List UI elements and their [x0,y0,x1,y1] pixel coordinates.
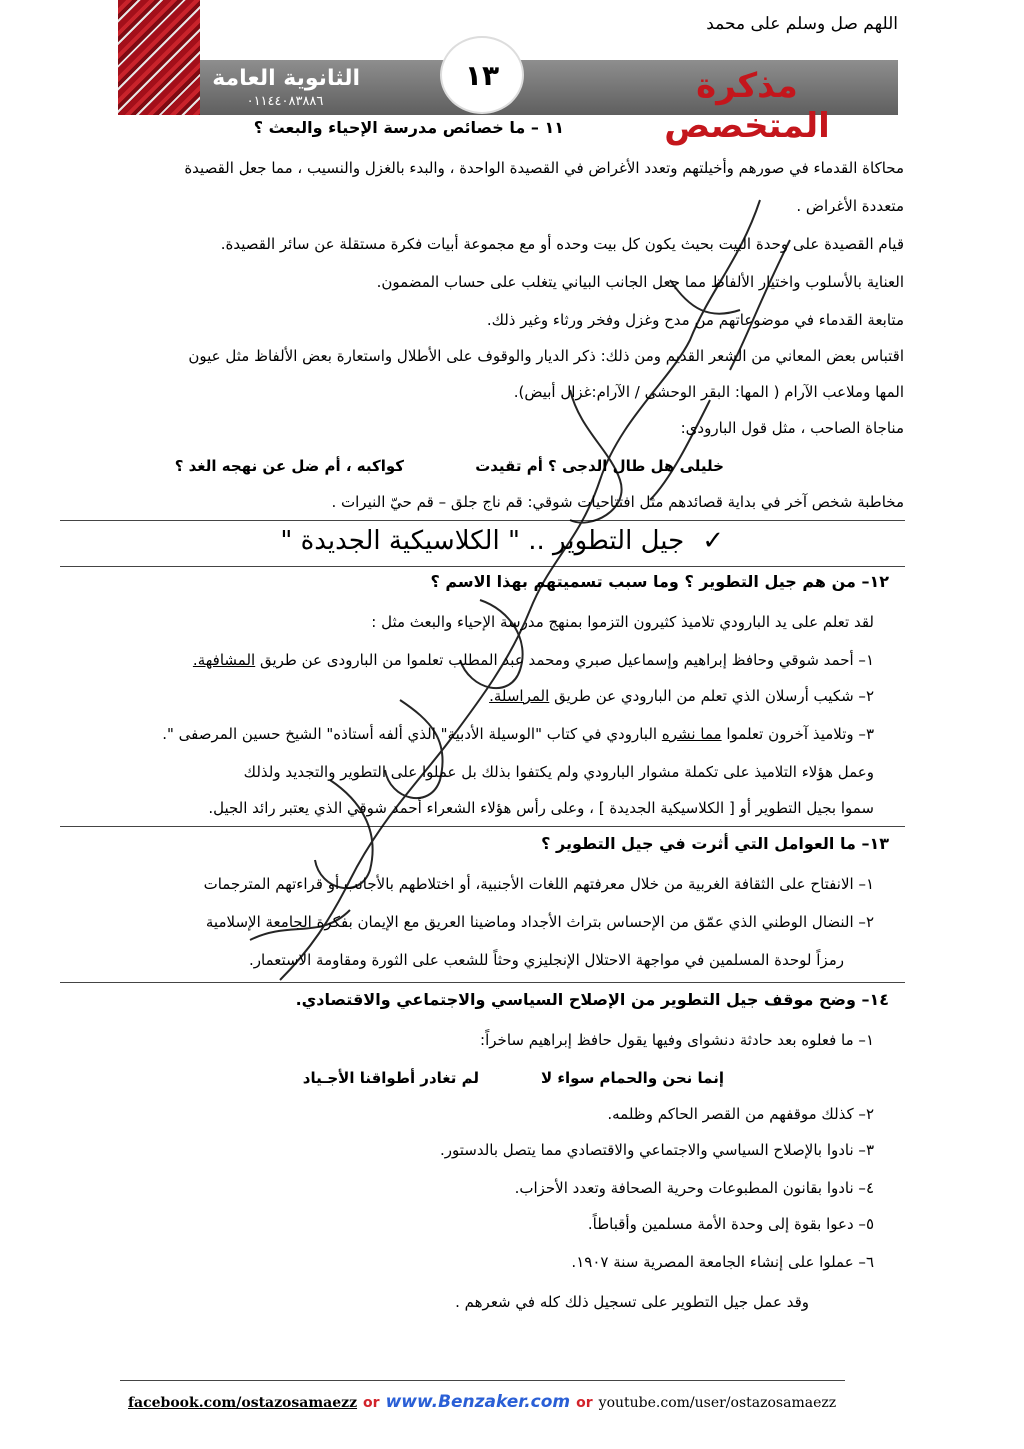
q12-item-1-text: ١– أحمد شوقي وحافظ إبراهيم وإسماعيل صبري ومحمد عبد المطلب تعلموا من البارودى عن طريق [259,651,874,669]
q14-item-5: ٥– دعوا بقوة إلى وحدة الأمة مسلمين وأقباطاً. [587,1215,874,1233]
youtube-link[interactable]: youtube.com/user/ostazosamaezz [598,1395,837,1411]
q13-title: ١٣– ما العوامل التي أثرت في جيل التطوير ؟ [541,834,889,853]
footer-links [128,1392,838,1412]
footer-divider [120,1380,845,1381]
q12-item-3-text-a: ٣– وتلاميذ آخرون تعلموا [726,725,874,743]
q11-line-7: المها وملاعب الآرام ( المها: البقر الوحشى / الآرام:غزال أبيض). [513,383,904,401]
facebook-link[interactable]: facebook.com/ostazosamaezz [128,1395,358,1411]
website-link[interactable]: www.Benzaker.com [385,1392,571,1412]
q11-title: ١١ – ما خصائص مدرسة الإحياء والبعث ؟ [253,118,564,137]
q14-title: ١٤– وضح موقف جيل التطوير من الإصلاح السياسي والاجتماعي والاقتصادي. [295,990,889,1009]
brand-secondary: الثانوية العامة [212,66,360,91]
q14-item-3: ٣– نادوا بالإصلاح السياسي والاجتماعي والاقتصادي مما يتصل بالدستور. [439,1141,874,1159]
q11-verse-second-half: كواكبه ، أم ضل عن نهجه الغد ؟ [174,457,404,475]
q14-item-6: ٦– عملوا على إنشاء الجامعة المصرية سنة ١٩٠٧. [571,1253,874,1271]
q13-item-2: ٢– النضال الوطني الذي عمّق من الإحساس بتراث الأجداد وماضينا العريق مع الإيمان بفكرة الجامعة الإسلامية [205,913,874,931]
page-number: ١٣ [440,36,524,114]
q12-item-1 [193,650,874,670]
divider [60,566,905,567]
phone-number: ٠١١٤٤٠٨٣٨٨٦ [246,94,324,109]
q14-verse-second-half: لم تغادر أطواقنا الأجـياد [302,1069,479,1087]
q11-line-8: مناجاة الصاحب ، مثل قول البارودى: [680,419,904,437]
divider [60,982,905,983]
q11-line-5: متابعة القدماء في موضوعاتهم من مدح وغزل وفخر ورثاء وغير ذلك. [486,311,904,329]
separator-or: or [363,1395,380,1411]
section-heading [280,526,724,556]
ornament-logo [118,0,200,115]
check-icon: ✓ [702,526,724,556]
q11-line-2: متعددة الأغراض . [796,197,904,215]
q11-verse-first-half: خليلى هل طال الدجى ؟ أم تقيدت [475,457,724,475]
q14-item-2: ٢– كذلك موقفهم من القصر الحاكم وظلمه. [607,1105,874,1123]
q11-line-6: اقتباس بعض المعاني من الشعر القديم ومن ذلك: ذكر الديار والوقوف على الأطلال واستعارة بعض الألفاظ مثل عيون [188,347,904,365]
separator-or: or [576,1395,593,1411]
q12-item-3 [162,724,874,744]
divider [60,520,905,521]
q12-line-4: وعمل هؤلاء التلاميذ على تكملة مشوار البارودي ولم يكتفوا بذلك بل عملوا على التطوير والتجديد ولذلك [243,763,874,781]
q11-line-1: محاكاة القدماء في صورهم وأخيلتهم وتعدد الأغراض في القصيدة الواحدة ، والبدء بالغزل والنسيب ، مما جعل القصيدة [184,159,904,177]
q12-item-2-text: ٢– شكيب أرسلان الذي تعلم من البارودي عن طريق [554,687,874,705]
q12-item-3-text-b: البارودي في كتاب "الوسيلة الأدبية" الذي ألفه أستاذه" الشيخ حسين المرصفى ". [162,725,658,743]
q14-verse-first-half: إنما نحن والحمام سواء لا [540,1069,724,1087]
q11-line-4: العناية بالأسلوب واختيار الألفاظ مما جعل الجانب البياني يتغلب على حساب المضمون. [376,273,904,291]
divider [60,826,905,827]
brand-title: مذكرة المتخصص [664,66,830,146]
q12-line-5: سموا بجيل التطوير أو [ الكلاسيكية الجديدة ] ، وعلى رأس هؤلاء الشعراء أحمد شوقي الذي يعتبر رائد الجيل. [208,799,874,817]
q12-item-2-underlined: المراسلة. [489,687,550,705]
header-prayer: اللهم صل وسلم على محمد [706,14,898,34]
q12-item-1-underlined: المشافهة. [192,651,256,669]
q14-item-1: ١– ما فعلوه بعد حادثة دنشواى وفيها يقول حافظ إبراهيم ساخراً: [480,1031,874,1049]
q12-intro: لقد تعلم على يد البارودي تلاميذ كثيرون التزموا بمنهج مدرسة الإحياء والبعث مثل : [371,613,874,631]
q11-line-3: قيام القصيدة على وحدة البيت بحيث يكون كل بيت وحده أو مع مجموعة أبيات فكرة مستقلة عن سائر القصيدة. [220,235,904,253]
q12-item-3-underlined: مما نشره [661,725,722,743]
q12-item-2 [489,686,874,706]
q11-line-9: مخاطبة شخص آخر في بداية قصائدهم مثل افتتاحيات شوقي: قم ناج جلق – قم حيّ النيرات . [331,493,904,511]
q12-title: ١٢– من هم جيل التطوير ؟ وما سبب تسميتهم بهذا الاسم ؟ [430,572,889,591]
q13-item-2-continued: رمزاً لوحدة المسلمين في مواجهة الاحتلال الإنجليزي وحثاً للشعب على الثورة ومقاومة الاستعمار. [248,951,844,969]
section-title: جيل التطوير .. " الكلاسيكية الجديدة " [280,526,685,556]
q14-closing: وقد عمل جيل التطوير على تسجيل ذلك كله في شعرهم . [455,1293,809,1311]
q14-item-4: ٤– نادوا بقانون المطبوعات وحرية الصحافة وتعدد الأحزاب. [514,1179,874,1197]
q13-item-1: ١– الانفتاح على الثقافة الغربية من خلال معرفتهم اللغات الأجنبية، أو اختلاطهم بالأجانب أو قراءتهم المترجمات [203,875,874,893]
